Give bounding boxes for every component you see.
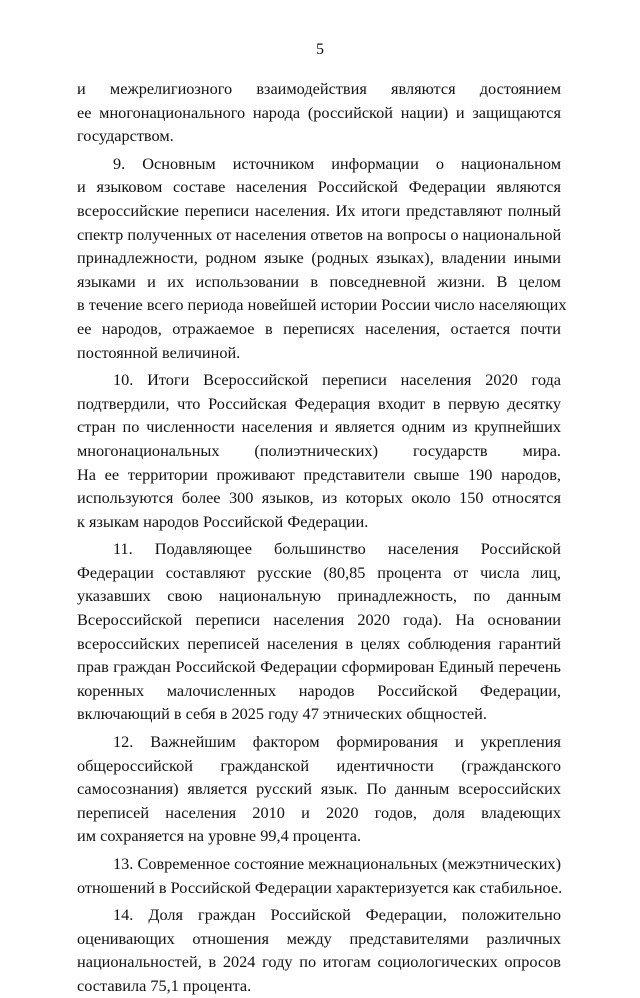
text-line: национальностей, в 2024 году по итогам социологических опросов (77, 952, 561, 972)
paragraph (77, 730, 561, 848)
text-line: 13. Современное состояние межнациональных (межэтнических) (113, 854, 561, 873)
text-line: ее народов, отражаемое в переписях населения, остается почти (77, 318, 561, 338)
text-line: подтвердили, что Российская Федерация входит в первую десятку (77, 393, 561, 413)
text-line: им сохраняется на уровне 99,4 процента. (77, 826, 362, 846)
text-line: к языкам народов Российской Федерации. (77, 511, 369, 531)
text-line: оценивающих отношения между представителями различных (77, 928, 561, 948)
text-line: указавших свою национальную принадлежность, по данным (77, 586, 561, 606)
text-line: и языковом составе населения Российской Федерации являются (77, 177, 561, 197)
text-line: составила 75,1 процента. (77, 975, 252, 995)
text-line: принадлежности, родном языке (родных языках), владении иными (77, 248, 561, 268)
paragraph (77, 852, 561, 899)
text-line: 9. Основным источником информации о национальном (113, 153, 561, 173)
text-line: отношений в Российской Федерации характеризуется как стабильное. (77, 877, 563, 897)
paragraph (77, 77, 561, 148)
text-line: спектр полученных от населения ответов на вопросы о национальной (77, 224, 562, 244)
text-line: постоянной величиной. (77, 342, 241, 362)
paragraph (77, 152, 567, 364)
text-line: 11. Подавляющее большинство населения Российской (113, 539, 561, 559)
text-line: коренных малочисленных народов Российской Федерации, (77, 680, 561, 700)
text-line: всероссийских переписей населения в целях соблюдения гарантий (77, 633, 561, 653)
text-line: Федерации составляют русские (80,85 процента от числа лиц, (77, 562, 561, 582)
text-line: 14. Доля граждан Российской Федерации, положительно (113, 905, 561, 925)
body-text (77, 77, 567, 998)
text-line: всероссийские переписи населения. Их итоги представляют полный (77, 200, 561, 220)
text-line: 10. Итоги Всероссийской переписи населения 2020 года (113, 370, 561, 390)
text-line: используются более 300 языков, из которых около 150 относятся (77, 488, 561, 508)
paragraph (77, 537, 561, 726)
text-line: Всероссийской переписи населения 2020 года). На основании (77, 610, 561, 630)
text-line: языками и их использовании в повседневной жизни. В целом (77, 271, 561, 291)
text-line: 12. Важнейшим фактором формирования и укрепления (113, 732, 561, 752)
text-line: стран по численности населения и является одним из крупнейших (77, 417, 561, 437)
text-line: прав граждан Российской Федерации сформирован Единый перечень (77, 657, 561, 677)
text-line: государством. (77, 126, 174, 146)
paragraph (77, 903, 561, 997)
text-line: в течение всего периода новейшей истории России число населяющих (77, 295, 567, 315)
paragraph (77, 368, 561, 533)
text-line: ее многонационального народа (российской нации) и защищаются (77, 102, 561, 122)
text-line: переписей населения 2010 и 2020 годов, доля владеющих (77, 802, 561, 822)
text-line: самосознания) является русский язык. По данным всероссийских (77, 779, 561, 799)
text-line: общероссийской гражданской идентичности (гражданского (77, 755, 561, 775)
text-line: и межрелигиозного взаимодействия являются достоянием (77, 79, 561, 98)
text-line: многонациональных (полиэтнических) государств мира. (77, 440, 561, 460)
page-number: 5 (316, 41, 324, 58)
text-line: На ее территории проживают представители свыше 190 народов, (77, 464, 561, 484)
text-line: включающий в себя в 2025 году 47 этнических общностей. (77, 704, 487, 724)
